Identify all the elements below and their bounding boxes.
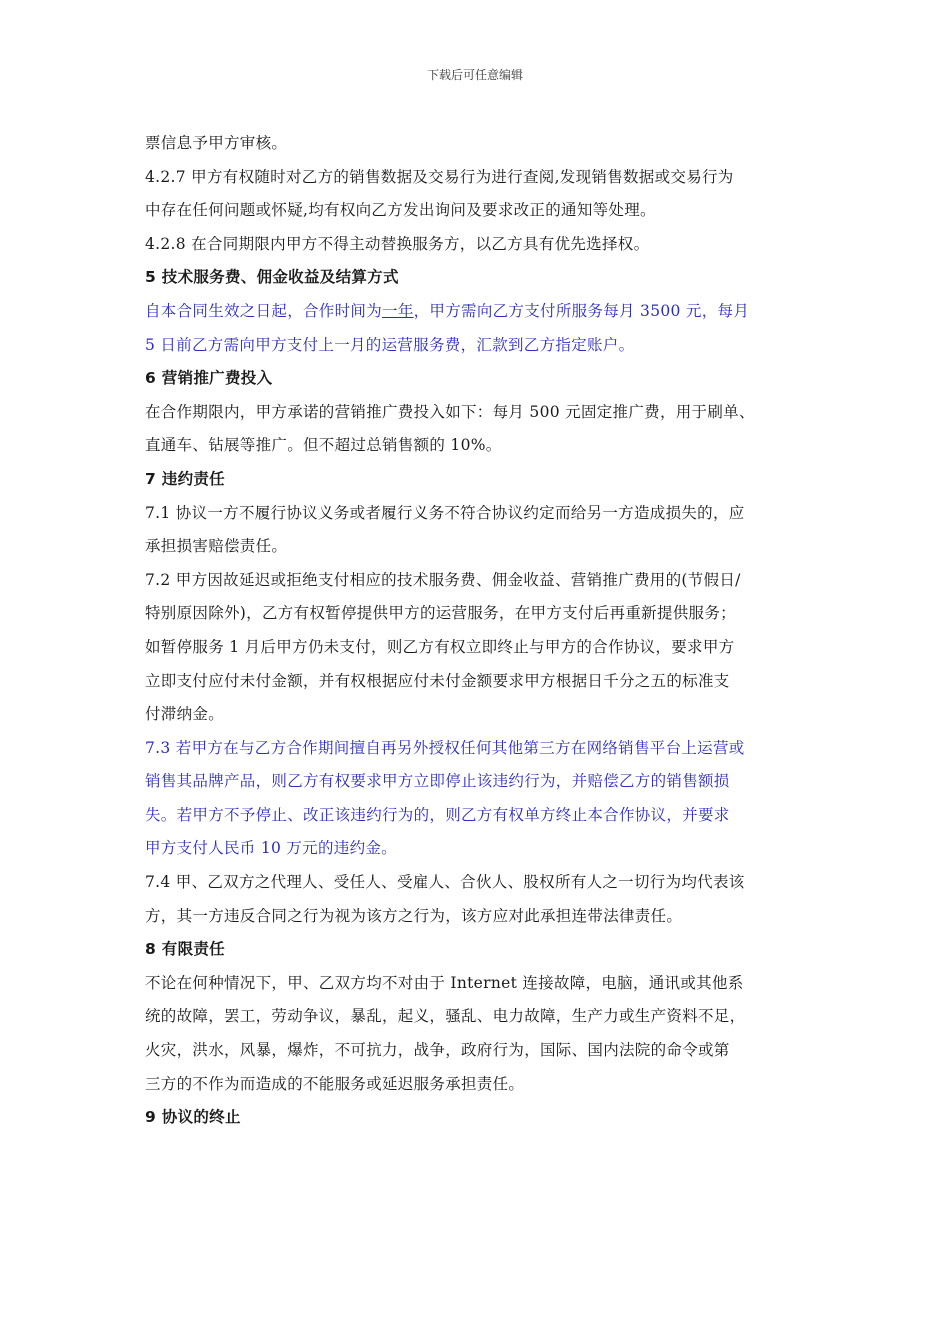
paragraph-line-highlight: 5 日前乙方需向甲方支付上一月的运营服务费，汇款到乙方指定账户。 — [145, 335, 635, 354]
document-body — [145, 127, 825, 1135]
underlined-term: 一年 — [382, 301, 414, 320]
text-segment: 自本合同生效之日起，合作时间为 — [145, 301, 383, 320]
clause-7-4: 7.4 甲、乙双方之代理人、受任人、受雇人、合伙人、股权所有人之一切行为均代表该 — [145, 873, 745, 892]
paragraph-line: 火灾，洪水，风暴，爆炸，不可抗力，战争，政府行为，国际、国内法院的命令或第 — [145, 1041, 730, 1060]
paragraph-line-highlight: 失。若甲方不予停止、改正该违约行为的，则乙方有权单方终止本合作协议，并要求 — [145, 805, 730, 824]
section-heading-9: 9 协议的终止 — [145, 1108, 241, 1127]
clause-4-2-8: 4.2.8 在合同期限内甲方不得主动替换服务方，以乙方具有优先选择权。 — [145, 234, 650, 253]
paragraph-line: 承担损害赔偿责任。 — [145, 537, 288, 556]
paragraph-line: 统的故障，罢工，劳动争议，暴乱，起义，骚乱、电力故障，生产力或生产资料不足， — [145, 1007, 746, 1026]
paragraph-line-highlight — [145, 295, 825, 329]
text-segment: ，甲方需向乙方支付所服务每月 3500 元，每月 — [413, 301, 750, 320]
paragraph-line: 付滞纳金。 — [145, 705, 225, 724]
clause-7-2: 7.2 甲方因故延迟或拒绝支付相应的技术服务费、佣金收益、营销推广费用的(节假日/ — [145, 570, 741, 589]
paragraph-line: 特别原因除外)，乙方有权暂停提供甲方的运营服务，在甲方支付后再重新提供服务； — [145, 604, 736, 623]
section-heading-6: 6 营销推广费投入 — [145, 369, 273, 388]
paragraph-line-highlight: 销售其品牌产品，则乙方有权要求甲方立即停止该违约行为，并赔偿乙方的销售额损 — [145, 772, 730, 791]
paragraph-line: 中存在任何问题或怀疑,均有权向乙方发出询问及要求改正的通知等处理。 — [145, 201, 656, 220]
paragraph-line: 不论在何种情况下，甲、乙双方均不对由于 Internet 连接故障，电脑，通讯或其他系 — [145, 973, 744, 992]
section-heading-5: 5 技术服务费、佣金收益及结算方式 — [145, 268, 399, 287]
paragraph-line: 直通车、钻展等推广。但不超过总销售额的 10%。 — [145, 436, 502, 455]
paragraph-line-highlight: 甲方支付人民币 10 万元的违约金。 — [145, 839, 397, 858]
paragraph-line: 票信息予甲方审核。 — [145, 134, 288, 152]
clause-4-2-7: 4.2.7 甲方有权随时对乙方的销售数据及交易行为进行查阅,发现销售数据或交易行为 — [145, 167, 734, 186]
clause-7-3: 7.3 若甲方在与乙方合作期间擅自再另外授权任何其他第三方在网络销售平台上运营或 — [145, 738, 745, 757]
paragraph-line: 方，其一方违反合同之行为视为该方之行为，该方应对此承担连带法律责任。 — [145, 906, 683, 925]
paragraph-line: 立即支付应付未付金额，并有权根据应付未付金额要求甲方根据日千分之五的标准支 — [145, 671, 730, 690]
paragraph-line: 三方的不作为而造成的不能服务或延迟服务承担责任。 — [145, 1074, 525, 1093]
section-heading-7: 7 违约责任 — [145, 469, 225, 488]
paragraph-line: 在合作期限内，甲方承诺的营销推广费投入如下：每月 500 元固定推广费，用于刷单、 — [145, 402, 755, 421]
section-heading-8: 8 有限责任 — [145, 940, 225, 959]
clause-7-1: 7.1 协议一方不履行协议义务或者履行义务不符合协议约定而给另一方造成损失的，应 — [145, 503, 745, 522]
paragraph-line: 如暂停服务 1 月后甲方仍未支付，则乙方有权立即终止与甲方的合作协议，要求甲方 — [145, 637, 735, 656]
page-header: 下载后可任意编辑 — [426, 68, 523, 82]
